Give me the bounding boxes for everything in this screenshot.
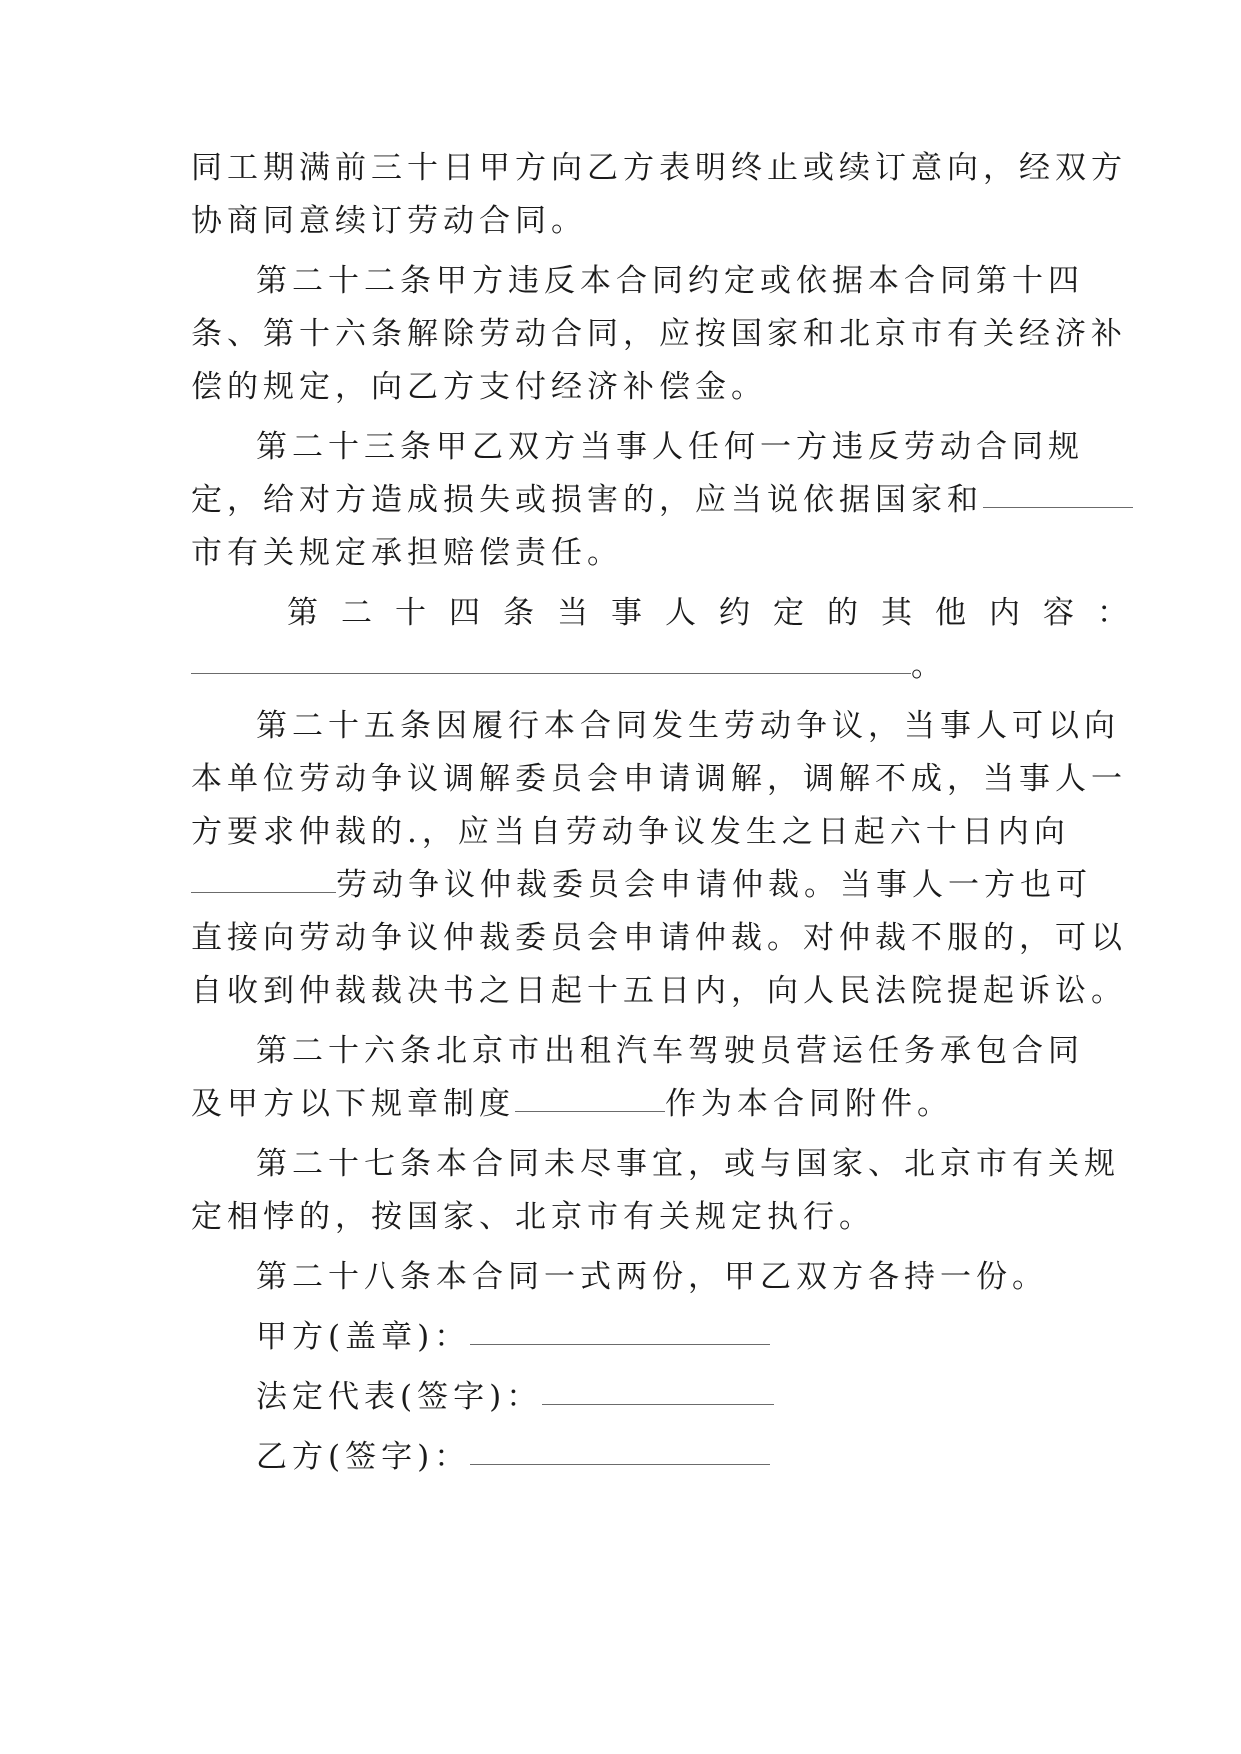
fill-in-blank[interactable] bbox=[983, 506, 1133, 508]
paragraph-text: 。 bbox=[911, 648, 947, 684]
article-22-line: 第二十二条甲方违反本合同约定或依据本合同第十四 bbox=[256, 263, 1084, 299]
paragraph-text: 劳动争议仲裁委员会申请仲裁。当事人一方也可 bbox=[336, 867, 1092, 903]
paragraph-text: 定，给对方造成损失或损害的，应当说依据国家和 bbox=[191, 482, 983, 518]
article-23-line: 第二十三条甲乙双方当事人任何一方违反劳动合同规 bbox=[256, 429, 1084, 465]
party-b-signature-row bbox=[256, 1437, 1126, 1477]
article-28-line: 第二十八条本合同一式两份，甲乙双方各持一份。 bbox=[256, 1259, 1048, 1295]
party-a-label: 甲方(盖章)： bbox=[256, 1319, 471, 1355]
article-26-line: 第二十六条北京市出租汽车驾驶员营运任务承包合同 bbox=[256, 1033, 1084, 1069]
legal-rep-label: 法定代表(签字)： bbox=[256, 1379, 543, 1415]
paragraph-text: 及甲方以下规章制度 bbox=[191, 1086, 515, 1122]
paragraph-line: 同工期满前三十日甲方向乙方表明终止或续订意向，经双方 bbox=[191, 150, 1127, 186]
paragraph-line: 方要求仲裁的.，应当自劳动争议发生之日起六十日内向 bbox=[191, 814, 1070, 850]
paragraph-line: 本单位劳动争议调解委员会申请调解，调解不成，当事人一 bbox=[191, 761, 1127, 797]
legal-rep-signature-row bbox=[256, 1377, 1126, 1417]
party-b-signature-blank[interactable] bbox=[470, 1463, 770, 1465]
paragraph-line: 直接向劳动争议仲裁委员会申请仲裁。对仲裁不服的，可以 bbox=[191, 920, 1127, 956]
fill-in-blank[interactable] bbox=[191, 672, 911, 674]
party-b-label: 乙方(签字)： bbox=[256, 1439, 471, 1475]
paragraph-line: 协商同意续订劳动合同。 bbox=[191, 203, 587, 239]
paragraph-line bbox=[191, 865, 1092, 905]
article-27-line: 第二十七条本合同未尽事宜，或与国家、北京市有关规 bbox=[256, 1146, 1120, 1182]
fill-in-blank[interactable] bbox=[515, 1110, 665, 1112]
paragraph-text: 作为本合同附件。 bbox=[665, 1086, 953, 1122]
paragraph-line: 自收到仲裁裁决书之日起十五日内，向人民法院提起诉讼。 bbox=[191, 973, 1127, 1009]
party-a-signature-blank[interactable] bbox=[470, 1343, 770, 1345]
paragraph-line: 条、第十六条解除劳动合同，应按国家和北京市有关经济补 bbox=[191, 316, 1127, 352]
fill-in-blank[interactable] bbox=[191, 891, 336, 893]
article-24-line: 第二十四条当事人约定的其他内容： bbox=[287, 595, 1151, 631]
paragraph-line: 市有关规定承担赔偿责任。 bbox=[191, 535, 623, 571]
paragraph-line bbox=[191, 646, 1061, 686]
party-a-signature-row bbox=[256, 1317, 1126, 1357]
paragraph-line: 偿的规定，向乙方支付经济补偿金。 bbox=[191, 369, 767, 405]
paragraph-line bbox=[191, 1084, 1061, 1124]
legal-rep-signature-blank[interactable] bbox=[542, 1403, 774, 1405]
article-25-line: 第二十五条因履行本合同发生劳动争议，当事人可以向 bbox=[256, 708, 1120, 744]
paragraph-line bbox=[191, 480, 1061, 520]
paragraph-line: 定相悖的，按国家、北京市有关规定执行。 bbox=[191, 1199, 875, 1235]
